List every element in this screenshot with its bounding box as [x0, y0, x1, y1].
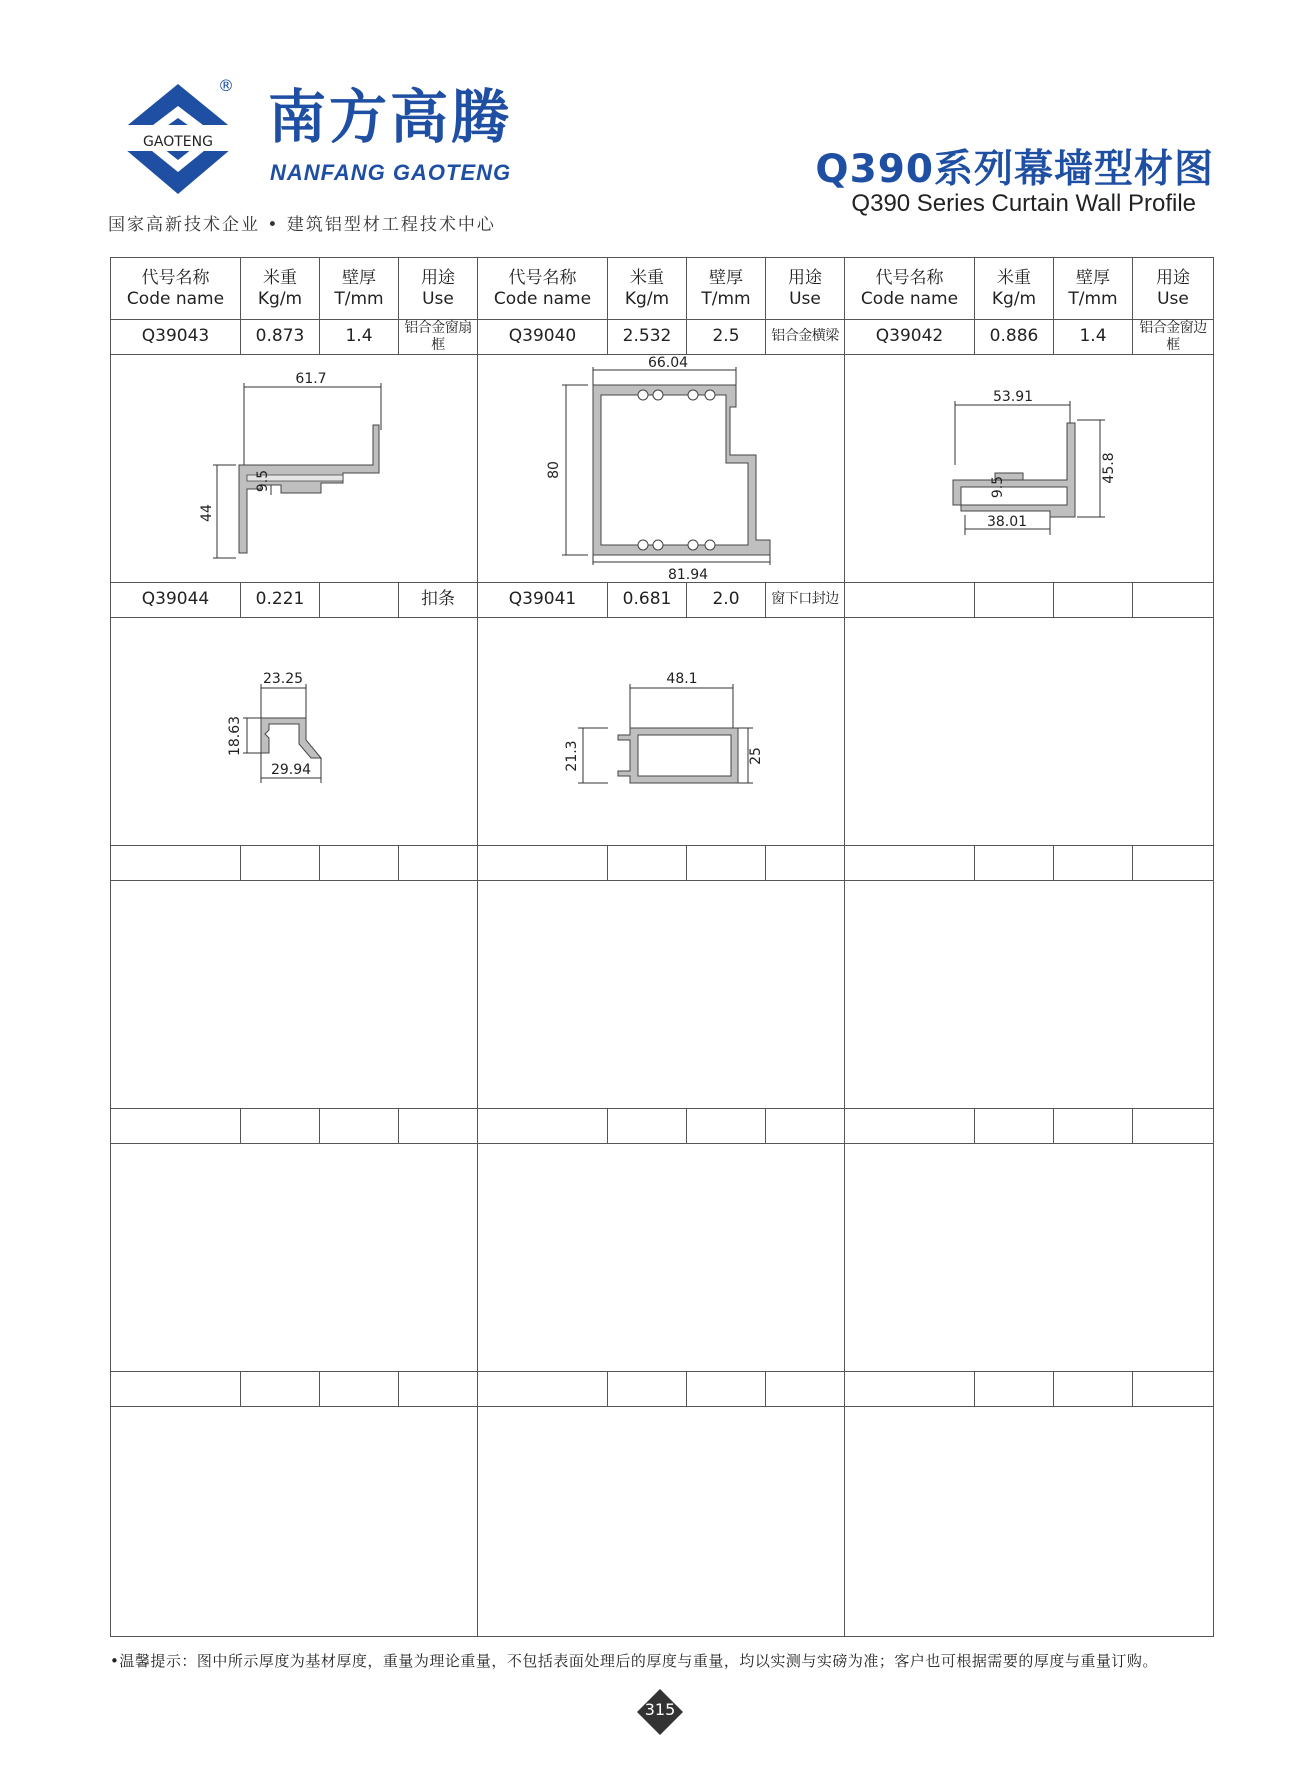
table-row [111, 319, 1213, 355]
drawing-row [111, 881, 1213, 1109]
col-thickness: 壁厚 T/mm [320, 258, 399, 319]
weight-cell: 0.886 [975, 319, 1054, 354]
dim-label: 44 [199, 504, 215, 522]
empty-drawing-cell [845, 1407, 1213, 1636]
empty-drawing-cell [478, 1144, 845, 1371]
gaoteng-logo [108, 80, 248, 198]
dim-label: 61.7 [295, 371, 327, 387]
weight-cell: 0.221 [241, 582, 320, 617]
code-cell: Q39044 [111, 582, 241, 617]
thickness-cell: 2.0 [687, 582, 766, 617]
col-code-name: 代号名称 Code name [478, 258, 608, 319]
drawing-row [111, 1407, 1213, 1636]
profile-table [110, 257, 1214, 1637]
thickness-cell [320, 582, 399, 617]
drawing-row [111, 618, 1213, 846]
empty-drawing-cell [845, 618, 1213, 845]
code-cell [845, 582, 975, 617]
profile-drawing-q39040 [478, 355, 845, 582]
dim-label: 29.94 [270, 762, 312, 778]
drawing-row [111, 1144, 1213, 1372]
use-cell: 扣条 [399, 582, 478, 617]
empty-drawing-cell [845, 1144, 1213, 1371]
table-row [111, 1108, 1213, 1144]
dim-label: 9.5 [990, 475, 1006, 499]
col-use: 用途 Use [1156, 268, 1190, 309]
weight-cell [975, 582, 1054, 617]
dim-label: 21.3 [564, 740, 580, 772]
weight-cell: 2.532 [608, 319, 687, 354]
thickness-cell: 1.4 [320, 319, 399, 354]
dim-label: 9.5 [255, 469, 271, 493]
dim-label: 23.25 [262, 671, 304, 687]
profile-drawing-q39044 [111, 618, 478, 845]
code-cell: Q39040 [478, 319, 608, 354]
empty-drawing-cell [478, 1407, 845, 1636]
col-weight: 米重 Kg/m [975, 258, 1054, 319]
brand-name-cn: 南方高腾 [268, 83, 513, 151]
page-title-en: Q390 Series Curtain Wall Profile [851, 190, 1196, 217]
thickness-cell: 1.4 [1054, 319, 1133, 354]
logo-text: GAOTENG [143, 134, 213, 150]
dim-label: 66.04 [647, 355, 689, 371]
page-title-cn: Q390系列幕墙型材图 [815, 147, 1214, 192]
profile-drawing-q39041 [478, 618, 845, 845]
col-weight: 米重 Kg/m [241, 258, 320, 319]
profile-drawing-q39042 [845, 355, 1213, 582]
dim-label: 48.1 [666, 671, 698, 687]
dim-label: 38.01 [986, 514, 1028, 530]
col-code-name: 代号名称 Code name [111, 258, 241, 319]
thickness-cell [1054, 582, 1133, 617]
code-cell: Q39043 [111, 319, 241, 354]
dim-label: 45.8 [1101, 452, 1117, 484]
code-cell: Q39042 [845, 319, 975, 354]
thickness-cell: 2.5 [687, 319, 766, 354]
empty-drawing-cell [111, 881, 478, 1108]
col-code-name: 代号名称 Code name [845, 258, 975, 319]
col-use: 用途 Use [766, 258, 845, 319]
dim-label: 18.63 [227, 715, 243, 757]
col-weight: 米重 Kg/m [608, 258, 687, 319]
col-thickness: 壁厚 T/mm [1054, 258, 1133, 319]
use-cell: 窗下口封边 [766, 582, 845, 617]
table-row [111, 1371, 1213, 1407]
dim-label: 81.94 [667, 567, 709, 582]
col-use: 用途 Use [399, 258, 478, 319]
code-cell: Q39041 [478, 582, 608, 617]
profile-drawing-q39043 [111, 355, 478, 582]
dim-label: 25 [748, 747, 764, 765]
use-cell: 铝合金横梁 [766, 319, 845, 354]
page-number: 315 [644, 1700, 676, 1719]
registered-mark: ® [218, 76, 234, 95]
table-row [111, 582, 1213, 618]
empty-drawing-cell [478, 881, 845, 1108]
company-tagline: 国家高新技术企业 • 建筑铝型材工程技术中心 [108, 215, 496, 235]
weight-cell: 0.873 [241, 319, 320, 354]
weight-cell: 0.681 [608, 582, 687, 617]
table-header-row [111, 258, 1213, 320]
use-cell [1133, 582, 1213, 617]
footer-notice: •温馨提示：图中所示厚度为基材厚度，重量为理论重量，不包括表面处理后的厚度与重量，均以实测与实磅为准；客户也可根据需要的厚度与重量订购。 [110, 1652, 1158, 1670]
dim-label: 80 [546, 461, 562, 479]
use-cell: 铝合金窗扇框 [399, 319, 478, 354]
col-thickness: 壁厚 T/mm [687, 258, 766, 319]
drawing-row [111, 355, 1213, 583]
empty-drawing-cell [111, 1407, 478, 1636]
empty-drawing-cell [845, 881, 1213, 1108]
brand-name-en: NANFANG GAOTENG [270, 160, 512, 185]
table-row [111, 845, 1213, 881]
dim-label: 53.91 [992, 389, 1034, 405]
use-cell: 铝合金窗边框 [1139, 319, 1207, 353]
empty-drawing-cell [111, 1144, 478, 1371]
